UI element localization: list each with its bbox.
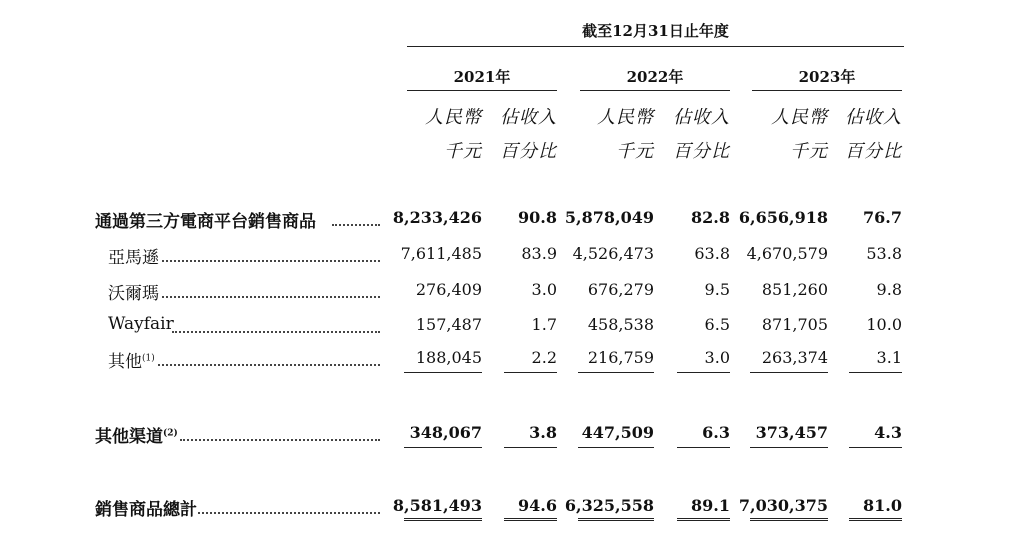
value-cell: 871,705 xyxy=(761,315,828,334)
total-double-rule xyxy=(504,518,557,521)
row-label-others: 其他$^{(1)}$ xyxy=(108,352,155,372)
col-unit-percent: 百分比 xyxy=(673,141,730,162)
leader-dots xyxy=(198,512,380,514)
value-cell: 89.1 xyxy=(691,496,730,515)
value-cell: 7,611,485 xyxy=(400,244,482,263)
col-unit-thousand: 千元 xyxy=(616,141,654,162)
value-cell: 447,509 xyxy=(581,423,654,442)
value-cell: 3.8 xyxy=(529,423,557,442)
value-cell: 63.8 xyxy=(694,244,730,263)
value-cell: 6.3 xyxy=(702,423,730,442)
value-cell: 82.8 xyxy=(691,208,730,227)
leader-dots xyxy=(162,296,380,298)
row-label-total: 銷售商品總計 xyxy=(95,500,197,520)
col-head-rmb: 人民幣 xyxy=(597,107,654,128)
value-cell: 10.0 xyxy=(866,315,902,334)
col-head-pct: 佔收入 xyxy=(845,107,902,128)
col-head-rmb: 人民幣 xyxy=(425,107,482,128)
footnote-marker: (1) xyxy=(142,353,155,364)
value-cell: 90.8 xyxy=(518,208,557,227)
col-unit-percent: 百分比 xyxy=(500,141,557,162)
value-cell: 76.7 xyxy=(863,208,902,227)
value-cell: 216,759 xyxy=(587,348,654,367)
leader-dots xyxy=(158,364,380,366)
value-cell: 276,409 xyxy=(415,280,482,299)
leader-dots xyxy=(162,260,380,262)
total-double-rule xyxy=(849,518,902,521)
value-cell: 4.3 xyxy=(874,423,902,442)
header-rule xyxy=(407,46,904,47)
value-cell: 4,526,473 xyxy=(572,244,654,263)
col-head-pct: 佔收入 xyxy=(500,107,557,128)
value-cell: 83.9 xyxy=(521,244,557,263)
col-unit-percent: 百分比 xyxy=(845,141,902,162)
total-double-rule xyxy=(677,518,730,521)
col-unit-thousand: 千元 xyxy=(444,141,482,162)
value-cell: 6.5 xyxy=(704,315,730,334)
value-cell: 3.0 xyxy=(531,280,557,299)
leader-dots xyxy=(332,224,380,226)
value-cell: 3.0 xyxy=(704,348,730,367)
value-cell: 458,538 xyxy=(587,315,654,334)
year-header-2022: 2022年 xyxy=(626,68,684,86)
value-cell: 373,457 xyxy=(755,423,828,442)
value-cell: 9.8 xyxy=(876,280,902,299)
subtotal-rule xyxy=(504,372,557,373)
total-top-rule xyxy=(504,447,557,448)
value-cell: 94.6 xyxy=(518,496,557,515)
total-double-rule xyxy=(404,518,482,521)
year-header-2023: 2023年 xyxy=(798,68,856,86)
col-head-rmb: 人民幣 xyxy=(771,107,828,128)
total-double-rule xyxy=(578,518,654,521)
col-unit-thousand: 千元 xyxy=(790,141,828,162)
row-label-other-channels: 其他渠道$^{(2)}$ xyxy=(95,427,178,447)
value-cell: 53.8 xyxy=(866,244,902,263)
row-label-ecommerce: 通過第三方電商平台銷售商品 xyxy=(95,212,316,232)
year-rule-2023 xyxy=(752,90,902,91)
subtotal-rule xyxy=(677,372,730,373)
value-cell: 1.7 xyxy=(531,315,557,334)
subtotal-rule xyxy=(750,372,828,373)
year-rule-2022 xyxy=(580,90,730,91)
total-top-rule xyxy=(404,447,482,448)
value-cell: 2.2 xyxy=(531,348,557,367)
value-cell: 7,030,375 xyxy=(738,496,828,515)
subtotal-rule xyxy=(578,372,654,373)
leader-dots xyxy=(180,439,380,441)
year-rule-2021 xyxy=(407,90,557,91)
value-cell: 188,045 xyxy=(415,348,482,367)
value-cell: 263,374 xyxy=(761,348,828,367)
total-top-rule xyxy=(677,447,730,448)
value-cell: 676,279 xyxy=(587,280,654,299)
row-label-wayfair: Wayfair xyxy=(108,314,174,334)
value-cell: 3.1 xyxy=(876,348,902,367)
total-double-rule xyxy=(750,518,828,521)
value-cell: 6,656,918 xyxy=(738,208,828,227)
subtotal-rule xyxy=(404,372,482,373)
period-header: 截至12月31日止年度 xyxy=(582,22,729,40)
total-top-rule xyxy=(750,447,828,448)
value-cell: 6,325,558 xyxy=(564,496,654,515)
value-cell: 8,233,426 xyxy=(392,208,482,227)
value-cell: 157,487 xyxy=(415,315,482,334)
value-cell: 348,067 xyxy=(409,423,482,442)
value-cell: 4,670,579 xyxy=(746,244,828,263)
row-label-amazon: 亞馬遜 xyxy=(108,248,159,268)
col-head-pct: 佔收入 xyxy=(673,107,730,128)
leader-dots xyxy=(172,331,380,333)
total-top-rule xyxy=(578,447,654,448)
value-cell: 8,581,493 xyxy=(392,496,482,515)
subtotal-rule xyxy=(849,372,902,373)
row-label-walmart: 沃爾瑪 xyxy=(108,284,159,304)
total-top-rule xyxy=(849,447,902,448)
footnote-marker: (2) xyxy=(163,428,178,439)
value-cell: 851,260 xyxy=(761,280,828,299)
year-header-2021: 2021年 xyxy=(453,68,511,86)
value-cell: 81.0 xyxy=(863,496,902,515)
value-cell: 9.5 xyxy=(704,280,730,299)
value-cell: 5,878,049 xyxy=(564,208,654,227)
